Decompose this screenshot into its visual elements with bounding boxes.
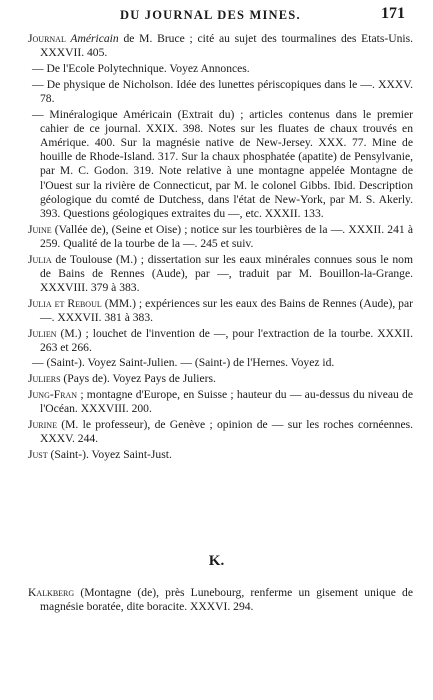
index-subentry-de-physique: — De physique de Nicholson. Idée des lunettes périscopiques dans le —. XXXV. 78. [32,77,413,105]
entry-head: Julien [28,326,57,340]
index-entries-j [28,32,413,463]
index-entry-julia-de-toulouse [28,253,413,296]
index-entry-journal-americain [28,32,413,60]
entry-body: (MM.) ; expériences sur les eaux des Bains de Rennes (Aude), par —. XXXVII. 381 à 383. [40,296,413,324]
section-letter-k: K. [208,553,225,569]
entry-head: Jung-Fran [28,387,78,401]
entry-head: Julia et Reboul [28,296,102,310]
entry-head: Jurine [28,417,57,431]
entry-head: Juine [28,222,52,236]
index-entry-jung-fran [28,388,413,416]
entry-body: (Pays de). Voyez Pays de Juliers. [60,372,216,386]
entry-body: ; montagne d'Europe, en Suisse ; hauteur du — au-dessus du niveau de l'Océan. XXXVIII. 200. [40,387,413,416]
entry-body: (Vallée de), (Seine et Oise) ; notice sur les tourbières de la —. XXXII. 241 à 259. Qualité de la tourbe de la —. 245 et suiv. [40,222,413,250]
entry-body-italic: Américain [65,32,119,45]
entry-body: de Toulouse (M.) ; dissertation sur les eaux minérales connues sous le nom de Bains de Rennes (Aude), par —, traduit par M. Bouillon-la-Grange. XXXVIII. 379 à 383. [40,252,413,294]
index-entry-julien [28,327,413,355]
entry-head: Kalkberg [28,586,75,599]
entry-body: (Montagne (de), près Lunebourg, renferme un gisement unique de magnésie boratée, dite boracite. XXXVI. 294. [40,586,413,614]
index-entry-juliers [28,372,413,386]
entry-head: Just [28,447,48,461]
index-entry-kalkberg [28,586,413,614]
index-entry-julia-et-reboul [28,297,413,325]
page-number: 171 [381,5,405,22]
index-entry-juine [28,223,413,251]
entry-body: (M. le professeur), de Genève ; opinion de — sur les roches cornéennes. XXXV. 244. [40,417,413,445]
page-header [0,4,433,26]
entry-head: Juliers [28,372,61,386]
entry-body: (M.) ; louchet de l'invention de —, pour l'extraction de la tourbe. XXXII. 263 et 266. [40,326,413,354]
entry-head: Julia [28,252,52,266]
index-subentry-ecole-polytechnique: — De l'Ecole Polytechnique. Voyez Annonces. [32,61,250,75]
index-subentry-julien-saint: — (Saint-). Voyez Saint-Julien. — (Saint-) de l'Hernes. Voyez id. [32,356,335,370]
entry-head: Journal [28,32,66,45]
index-entry-just [28,448,413,462]
index-subentry-mineralogique-americain: — Minéralogique Américain (Extrait du) ; articles contenus dans le premier cahier de ce journal. XXIX. 398. Notes sur les fluates de chaux trouvés en Amérique. 400. Sur la magnésie native de New-Jersey. XXX. 77. Mine de houille de Rhode-Island. 317. Sur la chaux phosphatée (apatite) de Pensylvanie, par M. C. Godon. 319. Note relative à une montagne appelée Montagne de l'Ouest sur la rivière de Connecticut, par M. le colonel Gibbs. Ibid. Description géologique du comté de Dutchess, dans l'état de New-York, par M. S. Akerly. 393. Questions géologiques extraites du —, etc. XXXII. 133. [32,107,413,220]
index-entry-jurine [28,418,413,446]
entry-body: de M. Bruce ; cité au sujet des tourmalines des Etats-Unis. XXXVII. 405. [40,32,414,60]
entry-body: (Saint-). Voyez Saint-Just. [47,447,172,461]
running-title: DU JOURNAL DES MINES. [120,8,301,22]
index-entries-k [28,586,413,616]
